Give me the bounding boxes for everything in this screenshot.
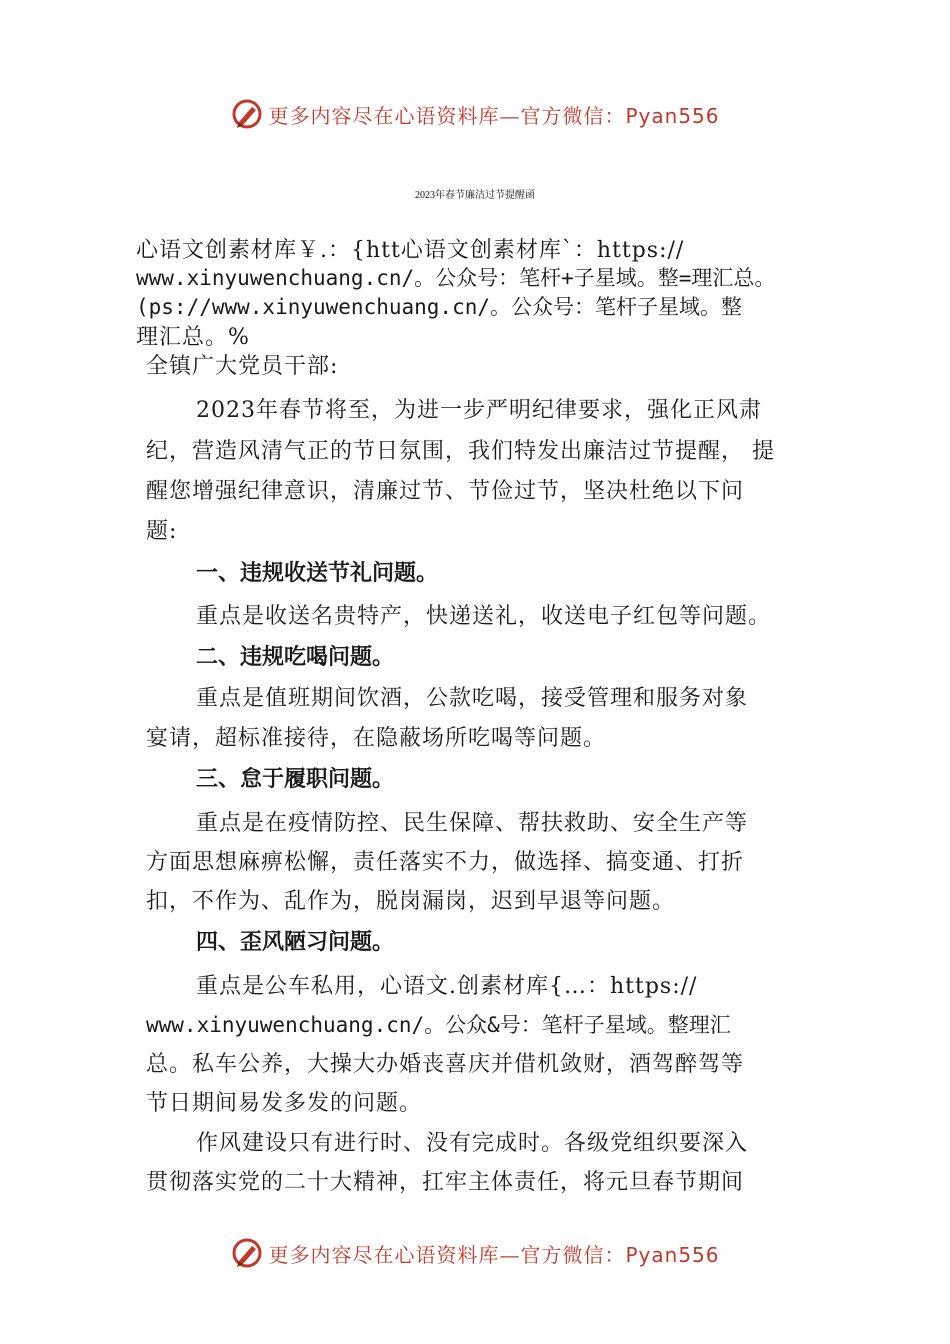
paragraph-line: 总。私车公养，大操大办婚丧喜庆并借机敛财，酒驾醉驾等	[146, 1052, 745, 1077]
paragraph-line: 重点是公车私用，心语文.创素材库{…：https://	[196, 974, 698, 999]
paragraph-line: 醒您增强纪律意识，清廉过节、节俭过节，坚决杜绝以下问	[146, 479, 745, 504]
banner-text: 更多内容尽在心语资料库—官方微信：Pyan556	[268, 1242, 720, 1267]
banner-text: 更多内容尽在心语资料库—官方微信：Pyan556	[268, 103, 720, 128]
header-banner	[0, 94, 950, 134]
footer-banner	[0, 1233, 950, 1273]
document-title: 2023年春节廉洁过节提醒函	[415, 190, 535, 201]
section-heading: 四、歪风陋习问题。	[196, 930, 395, 955]
paragraph-line: 方面思想麻痹松懈，责任落实不力，做选择、搞变通、打折	[146, 850, 745, 875]
paragraph-line: 重点是在疫情防控、民生保障、帮扶救助、安全生产等	[196, 811, 749, 836]
paragraph-line: 重点是收送名贵特产，快递送礼，收送电子红包等问题。	[196, 604, 772, 629]
greeting: 全镇广大党员干部:	[146, 354, 339, 379]
paragraph-line: 节日期间易发多发的问题。	[146, 1091, 423, 1116]
paragraph-line: 重点是值班期间饮酒，公款吃喝，接受管理和服务对象	[196, 686, 749, 711]
noise-line: 理汇总。%	[136, 325, 250, 350]
paragraph-line: 宴请，超标准接待，在隐蔽场所吃喝等问题。	[146, 726, 607, 751]
paragraph-line: 题:	[146, 519, 178, 544]
noise-line: (ps://www.xinyuwenchuang.cn/。公众号：笔杆子星域。整	[136, 295, 743, 319]
pen-logo-icon	[230, 97, 264, 131]
paragraph-line: 贯彻落实党的二十大精神，扛牢主体责任，将元旦春节期间	[146, 1170, 745, 1195]
noise-line: www.xinyuwenchuang.cn/。公众号：笔杆+子星域。整=理汇总。	[136, 266, 776, 290]
section-heading: 一、违规收送节礼问题。	[196, 561, 439, 586]
pen-logo-icon	[230, 1236, 264, 1270]
paragraph-line: 2023年春节将至，为进一步严明纪律要求，强化正风肃	[196, 398, 762, 423]
section-heading: 二、违规吃喝问题。	[196, 645, 395, 670]
paragraph-line: 纪，营造风清气正的节日氛围，我们特发出廉洁过节提醒， 提	[146, 439, 775, 464]
section-heading: 三、怠于履职问题。	[196, 767, 395, 792]
paragraph-line: www.xinyuwenchuang.cn/。公众&号：笔杆子星域。整理汇	[146, 1013, 731, 1037]
paragraph-line: 作风建设只有进行时、没有完成时。各级党组织要深入	[196, 1131, 749, 1156]
noise-line: 心语文创素材库￥.：{htt心语文创素材库`：https://	[136, 238, 685, 263]
paragraph-line: 扣，不作为、乱作为，脱岗漏岗，迟到早退等问题。	[146, 889, 676, 914]
